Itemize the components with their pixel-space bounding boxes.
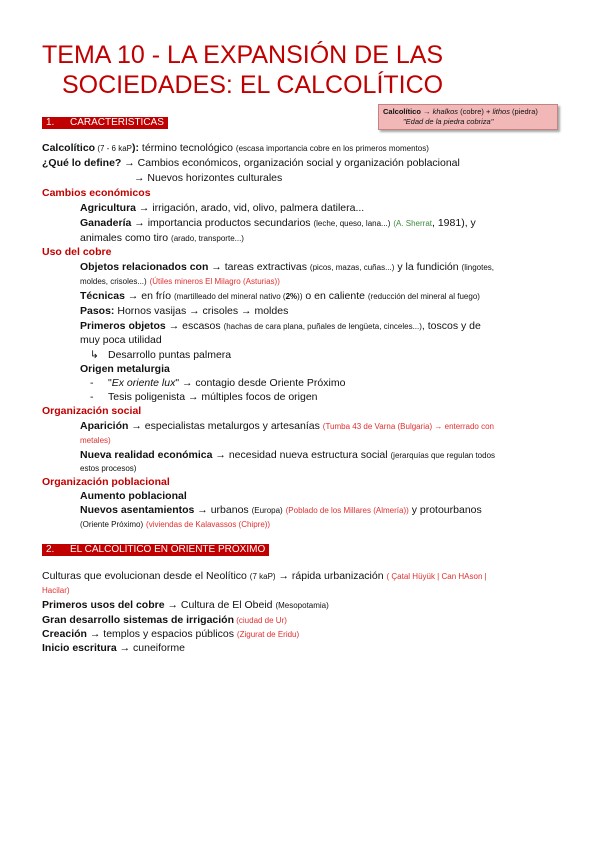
page-title [42,40,443,100]
define-line-2: → Nuevos horizontes culturales [134,172,283,184]
tesis-line [90,391,318,404]
define-line [42,157,460,170]
creacion-line [42,628,299,641]
nuevos-note: (Europa) [251,506,283,515]
ganaderia-line-2 [80,232,244,245]
escritura-label: Inicio escritura [42,642,117,654]
ganaderia-ref: (A. Sherrat [393,219,432,228]
calcolitico-line [42,142,429,155]
callout-subtitle: "Edad de la piedra cobriza" [403,117,494,126]
callout-lithos: lithos [492,107,510,116]
ganaderia-line2-text: animales como tiro [80,232,172,244]
culturas-ref: ( Çatal Hüyük | Can HAson | [386,572,487,581]
escritura-line [42,642,185,655]
nuevos-asentamientos-line-2 [80,518,270,531]
nuevos-text: → urbanos [194,504,252,516]
culturas-line [42,570,487,583]
define-text: → Cambios económicos, organización social y organización poblacional [121,157,460,169]
primeros-text-2: , toscos y de [421,320,481,332]
ex-oriente-line [90,377,346,390]
aparicion-text: → especialistas metalurgos y artesanías [128,420,323,432]
objetos-line2-note: moldes, crisoles...) [80,277,147,286]
nuevos-line2-ref: (viviendas de Kalavassos (Chipre)) [146,520,271,529]
pasos-label: Pasos: [80,305,115,317]
ganaderia-ref-end: , 1981), y [432,217,476,229]
irrigacion-label: Gran desarrollo sistemas de irrigación [42,614,234,626]
tecnicas-line [80,290,480,303]
cobre-label: Primeros usos del cobre [42,599,165,611]
tecnicas-note-2: (reducción del mineral al fuego) [367,292,480,301]
bullet-dash: - [90,377,94,389]
objetos-note-2: (lingotes, [461,263,494,272]
objetos-label: Objetos relacionados con [80,261,209,273]
primeros-note: (hachas de cara plana, puñales de lengüeta, cinceles...) [223,322,422,331]
culturas-ref-line-2: Hacilar) [42,586,70,595]
tecnicas-text: → en frío [124,290,174,302]
title-line-1: TEMA 10 - LA EXPANSIÓN DE LAS [42,41,444,69]
section-1-title: CARACTERÍSTICAS [70,117,164,128]
primeros-objetos-line-2: muy poca utilidad [80,334,162,346]
callout-arrow: → [420,107,433,116]
ganaderia-text: → importancia productos secundarios [131,217,314,229]
title-line-2: SOCIEDADES: EL CALCOLÍTICO [62,71,444,99]
agricultura-text: → irrigación, arado, vid, olivo, palmera datilera... [136,202,365,214]
calcolitico-note: (escasa importancia cobre en los primeros momentos) [235,144,429,153]
objetos-line2-ref: (Útiles mineros El Milagro (Asturias)) [149,277,280,286]
tecnicas-note-1: (martilleado del mineral nativo ( [173,292,286,301]
section-1-header [42,117,168,129]
objetos-line-2 [80,275,280,288]
ex-oriente-lux: Ex oriente lux [111,377,176,389]
primeros-usos-cobre-line [42,599,329,612]
nueva-realidad-line [80,449,495,462]
callout-line-1 [383,107,553,117]
heading-cambios-economicos: Cambios económicos [42,187,151,199]
tecnicas-percent: 2% [285,292,298,301]
callout-khalkos: khalkos [432,107,459,116]
objetos-text: → tareas extractivas [208,261,310,273]
irrigacion-ref: (ciudad de Ur) [234,616,287,625]
objetos-line [80,261,494,274]
section-2-header [42,544,269,556]
primeros-text: → escasos [165,320,224,332]
section-2-number: 2. [46,544,55,555]
aparicion-ref-line-2: metales) [80,436,111,445]
tecnicas-note-1-end: )) [297,292,303,301]
ganaderia-line [80,217,476,230]
cobre-note: (Mesopotamia) [275,601,329,610]
nuevos-line2-note: (Oriente Próximo) [80,520,144,529]
nueva-note-line-2: estos procesos) [80,464,137,473]
objetos-text-2: y la fundición [394,261,462,273]
nuevos-label: Nuevos asentamientos [80,504,195,516]
irrigacion-line [42,614,287,627]
palmera-text: Desarrollo puntas palmera [108,349,232,361]
escritura-text: → cuneiforme [116,642,185,654]
calcolitico-close: ): [132,142,140,154]
heading-organizacion-social: Organización social [42,405,142,417]
pasos-text: Hornos vasijas → crisoles → moldes [114,305,289,317]
primeros-objetos-line [80,320,481,333]
calcolitico-dates: (7 - 6 kaP [95,144,133,153]
define-question: ¿Qué lo define? [42,157,122,169]
primeros-label: Primeros objetos [80,320,166,332]
nueva-note: (jerarquías que regulan todos [390,451,496,460]
palmera-line [90,349,232,362]
creacion-text: → templos y espacios públicos [86,628,237,640]
aparicion-ref: (Tumba 43 de Varna (Bulgaria) → enterrado con [322,422,494,431]
heading-uso-del-cobre: Uso del cobre [42,246,112,258]
creacion-label: Creación [42,628,87,640]
nuevos-text-2: y protourbanos [408,504,482,516]
ex-oriente-text: " → contagio desde Oriente Próximo [175,377,346,389]
section-1-number: 1. [46,117,55,128]
creacion-ref: (Zigurat de Eridu) [236,630,300,639]
callout-term: Calcolítico [383,107,421,116]
cobre-text: → Cultura de El Obeid [164,599,276,611]
culturas-text-2: → rápida urbanización [275,570,387,582]
agricultura-line [80,202,364,215]
callout-cobre: (cobre) + [458,107,493,116]
section-2-title: EL CALCOLÍTICO EN ORIENTE PRÓXIMO [70,544,266,555]
etymology-callout [378,104,558,130]
aumento-poblacional: Aumento poblacional [80,490,187,502]
ganaderia-line2-note: (arado, transporte...) [171,234,244,243]
tecnicas-label: Técnicas [80,290,125,302]
heading-organizacion-poblacional: Organización poblacional [42,476,170,488]
aparicion-line [80,420,494,433]
nueva-text: → necesidad nueva estructura social [212,449,391,461]
tesis-text: Tesis poligenista → múltiples focos de origen [108,391,318,403]
pasos-line [80,305,288,318]
nueva-label: Nueva realidad económica [80,449,213,461]
culturas-text: Culturas que evolucionan desde el Neolítico [42,570,250,582]
ex-open-quote: " [108,377,112,389]
calcolitico-text: término tecnológico [139,142,236,154]
return-arrow-icon: ↳ [90,349,99,361]
origen-metalurgia-heading: Origen metalurgia [80,363,170,375]
agricultura-label: Agricultura [80,202,137,214]
objetos-note-1: (picos, mazas, cuñas...) [309,263,395,272]
aparicion-label: Aparición [80,420,129,432]
nuevos-asentamientos-line [80,504,482,517]
nuevos-ref: (Poblado de los Millares (Almería)) [285,506,409,515]
tecnicas-text-2: o en caliente [302,290,368,302]
ganaderia-note: (leche, queso, lana...) [313,219,391,228]
culturas-note: (7 kaP) [249,572,276,581]
callout-piedra: (piedra) [509,107,538,116]
bullet-dash: - [90,391,94,403]
calcolitico-term: Calcolítico [42,142,96,154]
ganaderia-label: Ganadería [80,217,132,229]
